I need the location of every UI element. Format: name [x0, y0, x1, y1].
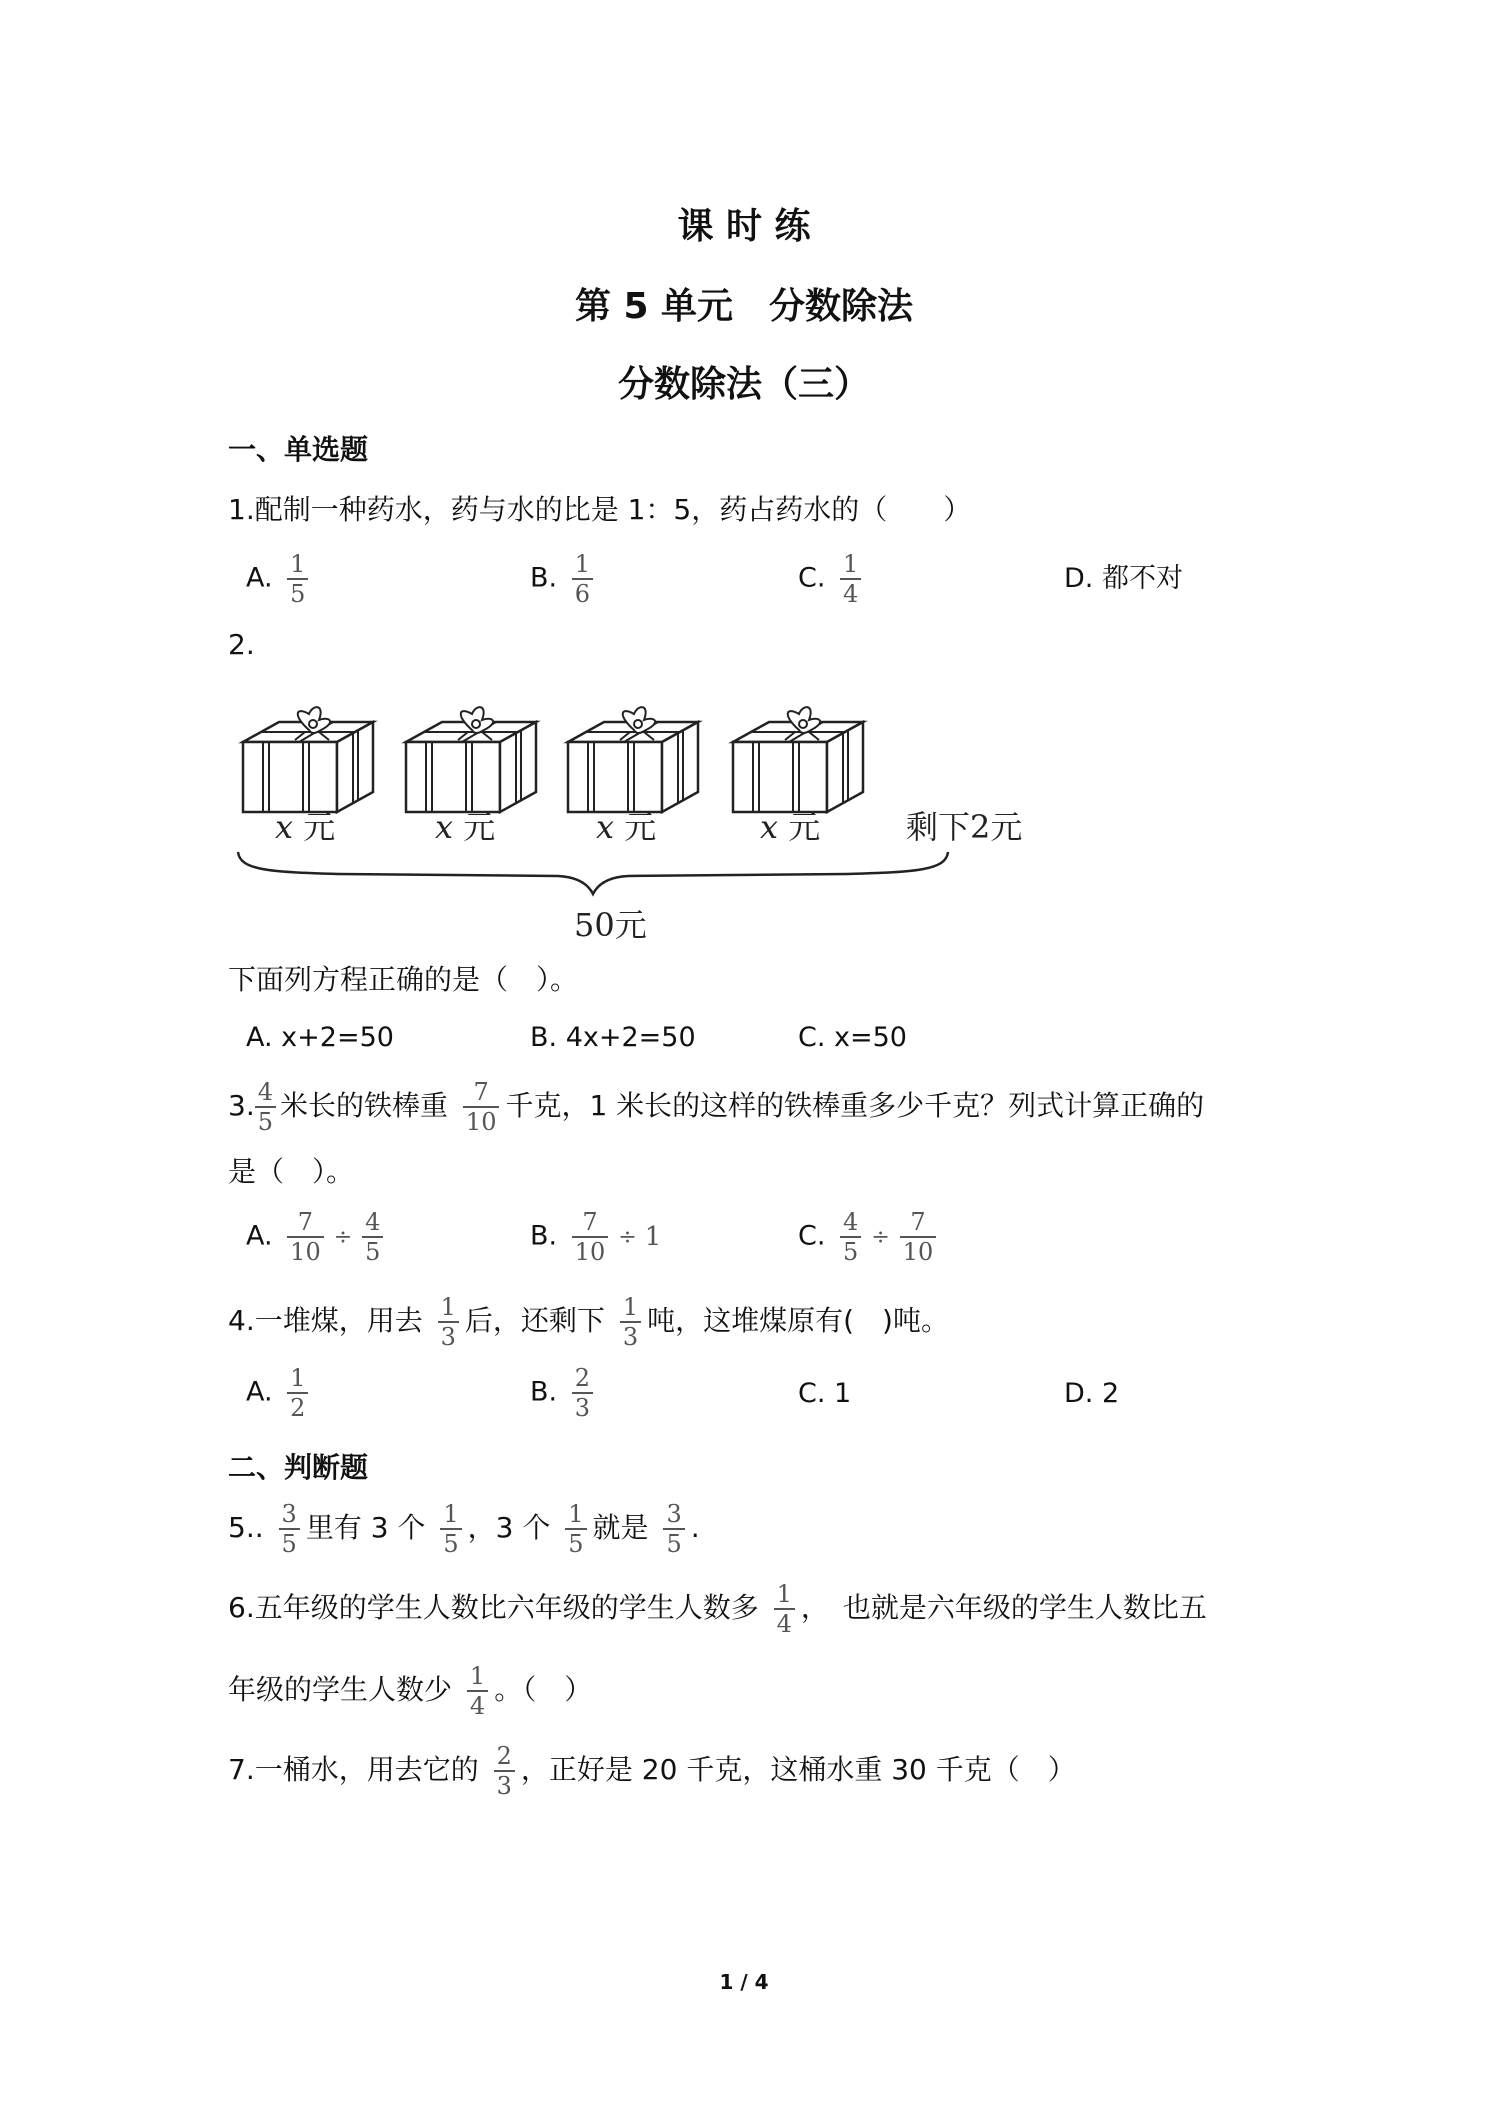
box-price-label: x 元: [596, 808, 657, 846]
q4-option-d[interactable]: D. 2: [1064, 1378, 1120, 1409]
q1-option-b[interactable]: B. $\frac{1}{6}$: [530, 552, 599, 606]
box-price-label: x 元: [760, 808, 821, 846]
lesson-title: 分数除法（三）: [617, 364, 870, 405]
question-7-text: 7.一桶水，用去它的 $\frac{2}{3}$ ，正好是 20 千克，这桶水重 30 千克（ ）: [228, 1742, 1076, 1800]
q2-option-a[interactable]: A. x+2=50: [246, 1022, 394, 1053]
fraction: $\frac{3}{5}$: [663, 1502, 684, 1556]
fraction: $\frac{4}{5}$: [840, 1210, 861, 1264]
fraction: $\frac{7}{10}$: [900, 1210, 937, 1264]
question-2-number: 2.: [228, 628, 255, 661]
gift-box: [406, 707, 536, 812]
fraction: $\frac{3}{5}$: [279, 1502, 300, 1556]
question-3-text-line2: 是（ ）。: [228, 1155, 355, 1188]
question-1-text: 1.配制一种药水，药与水的比是 1：5，药占药水的（ ）: [228, 493, 972, 526]
fraction: $\frac{1}{5}$: [565, 1502, 586, 1556]
section-heading-single-choice: 一、单选题: [228, 433, 369, 466]
question-6-text: 6.五年级的学生人数比六年级的学生人数多 $\frac{1}{4}$ ， 也就是六年级的学生人数比五: [228, 1580, 1207, 1638]
total-money-label: 50元: [574, 906, 647, 944]
q2-option-c[interactable]: C. x=50: [798, 1022, 907, 1053]
fraction: $\frac{7}{10}$: [463, 1080, 500, 1134]
question-2-text: 下面列方程正确的是（ ）。: [228, 963, 579, 996]
fraction: $\frac{1}{5}$: [287, 552, 308, 606]
divide-sign: ÷: [618, 1224, 637, 1250]
question-5-text: 5.. $\frac{3}{5}$ 里有 3 个 $\frac{1}{5}$ ，3 个 $\frac{1}{5}$ 就是 $\frac{3}{5}$ .: [228, 1500, 700, 1558]
fraction: $\frac{1}{5}$: [440, 1502, 461, 1556]
fraction: $\frac{7}{10}$: [287, 1210, 324, 1264]
gift-box: [733, 707, 863, 812]
fraction: $\frac{4}{5}$: [255, 1080, 276, 1134]
question-4-text: 4.一堆煤，用去 $\frac{1}{3}$ 后，还剩下 $\frac{1}{3}$ 吨，这堆煤原有( )吨。: [228, 1293, 949, 1351]
box-price-label: x 元: [435, 808, 496, 846]
q4-option-c[interactable]: C. 1: [798, 1378, 852, 1409]
q1-option-c[interactable]: C. $\frac{1}{4}$: [798, 552, 867, 606]
fraction: $\frac{4}{5}$: [362, 1210, 383, 1264]
question-3-text: 3. $\frac{4}{5}$ 米长的铁棒重 $\frac{7}{10}$ 千克，1 米长的这样的铁棒重多少千克？列式计算正确的: [228, 1078, 1205, 1136]
page-number: 1 / 4: [719, 1970, 769, 1994]
q1-option-a[interactable]: A. $\frac{1}{5}$: [246, 552, 314, 606]
fraction: $\frac{1}{4}$: [774, 1582, 795, 1636]
divide-sign: ÷: [871, 1224, 890, 1250]
q2-option-b[interactable]: B. 4x+2=50: [530, 1022, 696, 1053]
q1-option-d[interactable]: D. 都不对: [1064, 563, 1183, 594]
question-6-text-line2: 年级的学生人数少 $\frac{1}{4}$ 。（ ）: [228, 1662, 593, 1720]
box-price-label: x 元: [275, 808, 336, 846]
q3-option-b[interactable]: B. $\frac{7}{10}$ ÷ 1: [530, 1208, 662, 1266]
fraction: $\frac{2}{3}$: [572, 1366, 593, 1420]
q3-option-a[interactable]: A. $\frac{7}{10}$ ÷ $\frac{4}{5}$: [246, 1210, 389, 1264]
fraction: $\frac{1}{3}$: [438, 1295, 459, 1349]
page-title: 课 时 练: [677, 206, 811, 247]
q4-option-b[interactable]: B. $\frac{2}{3}$: [530, 1366, 599, 1420]
unit-title: 第 5 单元 分数除法: [574, 286, 914, 327]
fraction: $\frac{1}{6}$: [572, 552, 593, 606]
fraction: $\frac{1}{2}$: [287, 1366, 308, 1420]
fraction: $\frac{2}{3}$: [494, 1744, 515, 1798]
fraction: $\frac{1}{4}$: [840, 552, 861, 606]
remaining-money-label: 剩下2元: [906, 808, 1023, 846]
divide-sign: ÷: [333, 1224, 353, 1250]
q4-option-a[interactable]: A. $\frac{1}{2}$: [246, 1366, 314, 1420]
brace: [238, 852, 948, 894]
fraction: $\frac{7}{10}$: [572, 1210, 609, 1264]
q3-option-c[interactable]: C. $\frac{4}{5}$ ÷ $\frac{7}{10}$: [798, 1210, 942, 1264]
fraction: $\frac{1}{3}$: [620, 1295, 641, 1349]
section-heading-true-false: 二、判断题: [228, 1451, 369, 1484]
gift-box: [568, 707, 698, 812]
fraction: $\frac{1}{4}$: [467, 1664, 488, 1718]
gift-box: [243, 707, 373, 812]
